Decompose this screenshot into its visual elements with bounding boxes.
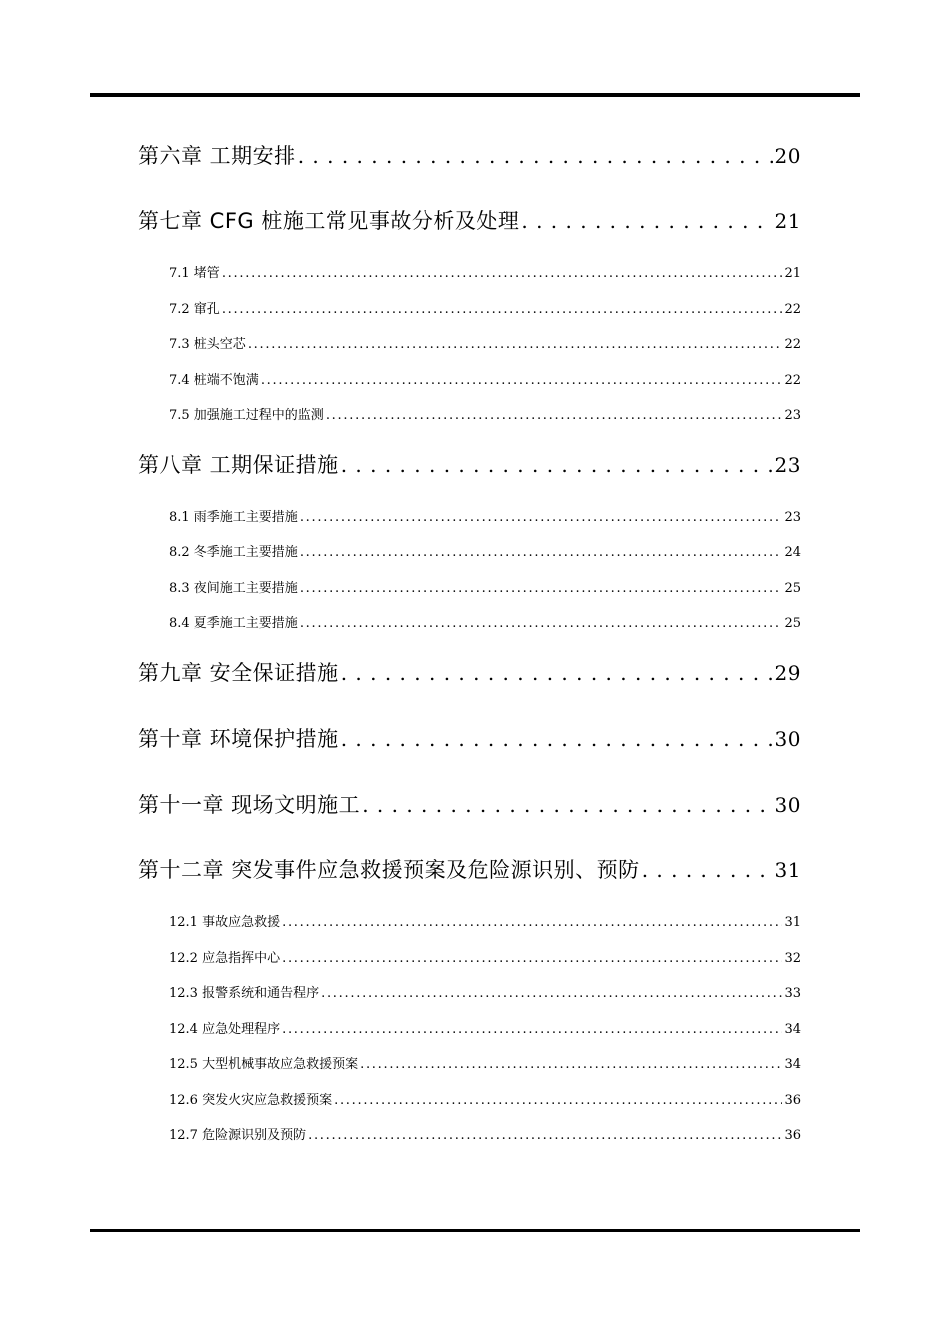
toc-entry-section-8-2[interactable]	[169, 541, 801, 560]
dot-leader	[261, 373, 783, 388]
toc-entry-page: 31	[784, 915, 801, 930]
toc-entry-page: 21	[774, 209, 801, 233]
toc-entry-page: 31	[774, 858, 801, 882]
toc-entry-section-12-1[interactable]	[169, 911, 801, 930]
footer-rule	[90, 1229, 860, 1232]
toc-entry-section-7-3[interactable]	[169, 333, 801, 352]
toc-entry-title: 12.3 报警系统和通告程序	[169, 986, 320, 1001]
dot-leader	[298, 144, 773, 168]
toc-entry-page: 22	[784, 302, 801, 317]
toc-entry-section-12-3[interactable]	[169, 982, 801, 1001]
toc-entry-chapter-12[interactable]	[138, 854, 801, 884]
toc-entry-page: 22	[784, 373, 801, 388]
toc-entry-title: 第七章 CFG 桩施工常见事故分析及处理	[138, 209, 520, 233]
toc-entry-title: 7.1 堵管	[169, 266, 220, 281]
toc-entry-page: 23	[774, 453, 801, 477]
toc-entry-section-8-3[interactable]	[169, 577, 801, 596]
dot-leader	[300, 510, 783, 525]
toc-entry-section-7-2[interactable]	[169, 298, 801, 317]
toc-entry-chapter-9[interactable]	[138, 657, 801, 687]
toc-entry-page: 32	[784, 951, 801, 966]
toc-entry-title: 8.3 夜间施工主要措施	[169, 581, 298, 596]
toc-entry-title: 第六章 工期安排	[138, 144, 296, 168]
dot-leader	[282, 951, 782, 966]
toc-entry-chapter-7[interactable]	[138, 205, 801, 235]
dot-leader	[282, 1022, 782, 1037]
dot-leader	[642, 858, 773, 882]
toc-entry-page: 24	[784, 545, 801, 560]
toc-entry-title: 12.2 应急指挥中心	[169, 951, 281, 966]
dot-leader	[362, 793, 772, 817]
toc-entry-title: 7.4 桩端不饱满	[169, 373, 259, 388]
toc-entry-page: 29	[774, 661, 801, 685]
toc-entry-page: 34	[784, 1057, 801, 1072]
toc-entry-page: 25	[784, 581, 801, 596]
toc-entry-page: 23	[784, 408, 801, 423]
dot-leader	[341, 453, 773, 477]
toc-entry-title: 8.1 雨季施工主要措施	[169, 510, 298, 525]
dot-leader	[248, 337, 783, 352]
dot-leader	[341, 727, 773, 751]
toc-entry-page: 20	[774, 144, 801, 168]
toc-entry-chapter-11[interactable]	[138, 789, 801, 819]
toc-entry-page: 22	[784, 337, 801, 352]
toc-entry-title: 7.2 窜孔	[169, 302, 220, 317]
toc-entry-chapter-8[interactable]	[138, 449, 801, 479]
toc-entry-chapter-6[interactable]	[138, 140, 801, 170]
toc-entry-page: 30	[774, 793, 801, 817]
dot-leader	[334, 1093, 782, 1108]
toc-entry-section-12-4[interactable]	[169, 1018, 801, 1037]
toc-entry-section-12-7[interactable]	[169, 1124, 801, 1143]
toc-entry-title: 12.1 事故应急救援	[169, 915, 281, 930]
toc-entry-title: 8.4 夏季施工主要措施	[169, 616, 298, 631]
toc-entry-title: 第十一章 现场文明施工	[138, 793, 361, 817]
toc-entry-title: 第十二章 突发事件应急救援预案及危险源识别、预防	[138, 858, 640, 882]
toc-entry-section-8-4[interactable]	[169, 612, 801, 631]
toc-entry-page: 23	[784, 510, 801, 525]
header-rule	[90, 93, 860, 97]
dot-leader	[321, 986, 782, 1001]
dot-leader	[282, 915, 782, 930]
toc-entry-page: 36	[784, 1093, 801, 1108]
toc-entry-page: 36	[784, 1128, 801, 1143]
toc-entry-title: 第十章 环境保护措施	[138, 727, 339, 751]
dot-leader	[360, 1057, 782, 1072]
toc-entry-title: 7.3 桩头空芯	[169, 337, 246, 352]
dot-leader	[300, 616, 783, 631]
dot-leader	[300, 545, 783, 560]
toc-entry-title: 8.2 冬季施工主要措施	[169, 545, 298, 560]
toc-entry-page: 34	[784, 1022, 801, 1037]
toc-entry-title: 第九章 安全保证措施	[138, 661, 339, 685]
toc-entry-title: 第八章 工期保证措施	[138, 453, 339, 477]
toc-entry-chapter-10[interactable]	[138, 723, 801, 753]
dot-leader	[222, 302, 783, 317]
dot-leader	[326, 408, 783, 423]
dot-leader	[341, 661, 773, 685]
toc-entry-section-12-2[interactable]	[169, 947, 801, 966]
toc-entry-section-7-5[interactable]	[169, 404, 801, 423]
toc-entry-section-7-1[interactable]	[169, 262, 801, 281]
toc-entry-title: 7.5 加强施工过程中的监测	[169, 408, 324, 423]
toc-entry-page: 21	[784, 266, 801, 281]
toc-entry-title: 12.6 突发火灾应急救援预案	[169, 1093, 333, 1108]
toc-entry-title: 12.7 危险源识别及预防	[169, 1128, 307, 1143]
dot-leader	[521, 209, 772, 233]
toc-entry-page: 33	[784, 986, 801, 1001]
toc-entry-page: 30	[774, 727, 801, 751]
dot-leader	[308, 1128, 782, 1143]
dot-leader	[222, 266, 783, 281]
toc-entry-title: 12.5 大型机械事故应急救援预案	[169, 1057, 359, 1072]
toc-entry-section-12-5[interactable]	[169, 1053, 801, 1072]
toc-entry-section-7-4[interactable]	[169, 369, 801, 388]
toc-entry-page: 25	[784, 616, 801, 631]
toc-entry-section-12-6[interactable]	[169, 1089, 801, 1108]
toc-entry-section-8-1[interactable]	[169, 506, 801, 525]
toc-entry-title: 12.4 应急处理程序	[169, 1022, 281, 1037]
dot-leader	[300, 581, 783, 596]
